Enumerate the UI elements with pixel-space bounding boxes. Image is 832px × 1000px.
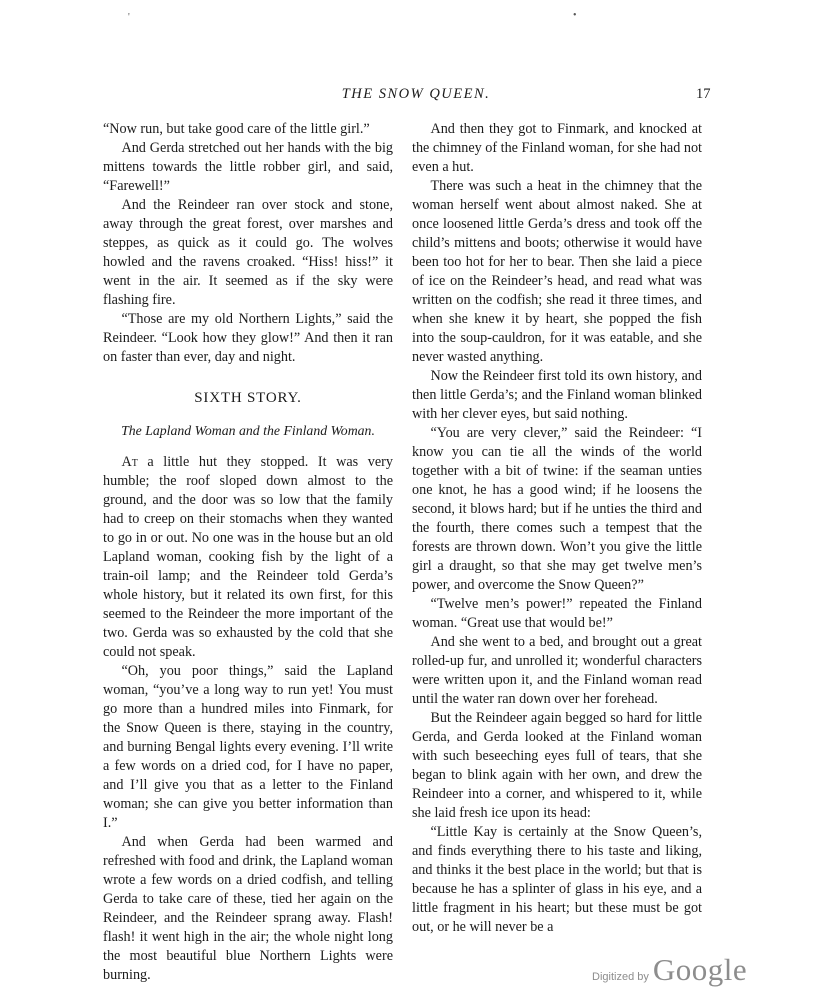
paragraph: “You are very clever,” said the Reindeer: “I know you can tie all the winds of the world together with a bit of twine: if the seaman unties one knot, he has a good wind; if he loosens the second, it blows hard; but if he unties the third and the fourth, there comes such a tempest that the forests are thrown down. Won’t you give the little girl a draught, so that she may get twelve men’s power, and overcome the Snow Queen?” xyxy=(412,425,702,593)
page-number: 17 xyxy=(696,86,711,102)
left-column xyxy=(103,120,393,985)
paragraph: “Twelve men’s power!” repeated the Finland woman. “Great use that would be!” xyxy=(412,596,702,631)
paragraph: “Those are my old Northern Lights,” said the Reindeer. “Look how they glow!” And then it ran on faster than ever, day and night. xyxy=(103,311,393,365)
running-title: THE SNOW QUEEN. xyxy=(341,86,491,102)
paragraph: “Now run, but take good care of the little girl.” xyxy=(103,121,370,137)
paragraph: And Gerda stretched out her hands with the big mittens towards the little robber girl, and said, “Farewell!” xyxy=(103,140,393,194)
paragraph: “Little Kay is certainly at the Snow Queen’s, and finds everything there to his taste and liking, and thinks it the best place in the world; but that is because he has a splinter of glass in his eye, and a little fragment in his heart; but these must be got out, or he will never be a xyxy=(412,824,702,935)
right-column xyxy=(412,120,702,937)
paragraph: There was such a heat in the chimney that the woman herself went about almost naked. She at once loosened little Gerda’s dress and took off the child’s mittens and boots; otherwise it would have been too hot for her to bear. Then she laid a piece of ice on the Reindeer’s head, and read what was written on the codfish; she read it three times, and when she knew it by heart, she popped the fish into the soup-cauldron, for it was eatable, and she never wasted anything. xyxy=(412,178,702,365)
opening-word: At xyxy=(121,454,138,470)
paragraph: And when Gerda had been warmed and refreshed with food and drink, the Lapland woman wrote a few words on a dried codfish, and telling Gerda to take care of these, tied her again on the Reindeer, and the Reindeer sprang away. Flash! flash! it went high in the air; the whole night long the most beautiful blue Northern Lights were burning. xyxy=(103,834,393,983)
story-subheading: The Lapland Woman and the Finland Woman. xyxy=(121,423,375,438)
digitized-watermark xyxy=(592,952,747,988)
scan-dot: • xyxy=(573,10,577,21)
paragraph-text: a little hut they stopped. It was very humble; the roof sloped down almost to the ground, and the door was so low that the family had to creep on their stomachs when they wanted to go in or out. No one was in the house but an old Lapland woman, cooking fish by the light of a train-oil lamp; and the Reindeer told Gerda’s whole history, but it related its own first, for this seemed to the Reindeer the more important of the two. Gerda was so exhausted by the cold that she could not speak. xyxy=(103,454,393,660)
paragraph: And then they got to Finmark, and knocked at the chimney of the Finland woman, for she had not even a hut. xyxy=(412,121,702,175)
paragraph: “Oh, you poor things,” said the Lapland woman, “you’ve a long way to run yet! You must go more than a hundred miles into Finmark, for the Snow Queen is there, staying in the country, and burning Bengal lights every evening. I’ll write a few words on a dried cod, for I have no paper, and I’ll give you that as a letter to the Finland woman; she can give you better information than I.” xyxy=(103,663,393,831)
paragraph: But the Reindeer again begged so hard for little Gerda, and Gerda looked at the Finland woman with such beseeching eyes full of tears, that she began to blink again with her own, and drew the Reindeer into a corner, and whispered to it, while she laid fresh ice upon its head: xyxy=(412,710,702,821)
watermark-prefix: Digitized by xyxy=(592,971,649,983)
paragraph xyxy=(103,453,393,662)
google-logo: Google xyxy=(652,952,748,987)
paragraph: And she went to a bed, and brought out a great rolled-up fur, and unrolled it; wonderful characters were written upon it, and the Finland woman read until the water ran down over her forehead. xyxy=(412,634,702,707)
paragraph: Now the Reindeer first told its own history, and then little Gerda’s; and the Finland woman blinked with her clever eyes, but said nothing. xyxy=(412,368,702,422)
scan-mark: ' xyxy=(128,12,130,23)
story-heading: SIXTH STORY. xyxy=(194,390,302,406)
paragraph: And the Reindeer ran over stock and stone, away through the great forest, over marshes and steppes, as quick as it could go. The wolves howled and the ravens croaked. “Hiss! hiss!” it went in the air. It seemed as if the sky were flashing fire. xyxy=(103,197,393,308)
